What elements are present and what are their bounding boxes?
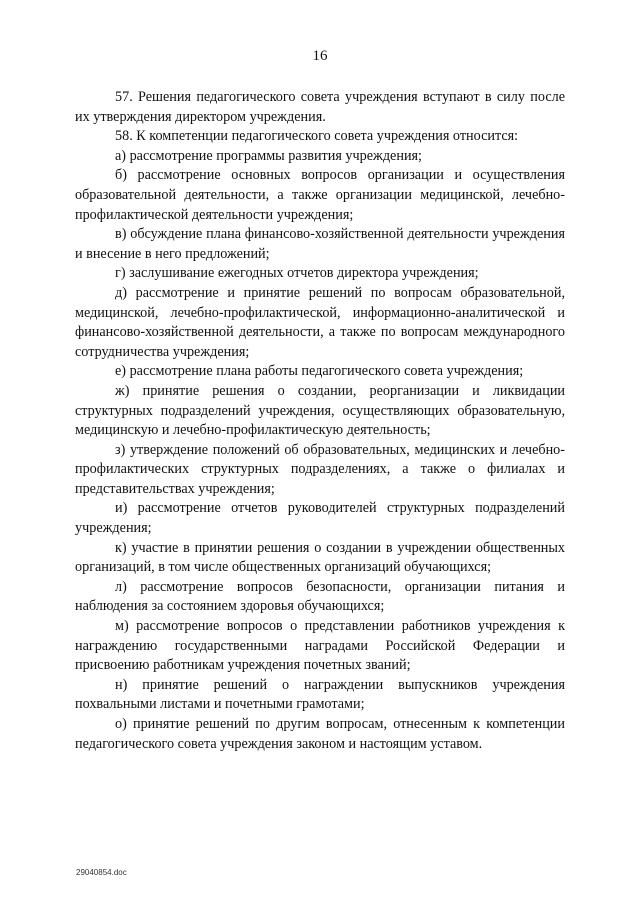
list-item-z: з) утверждение положений об образовательных, медицинских и лечебно-профилактических структурных подразделениях, а также о филиалах и представительствах учреждения; xyxy=(75,441,565,497)
list-item-k: к) участие в принятии решения о создании в учреждении общественных организаций, в том числе общественных организаций обучающихся; xyxy=(75,539,565,576)
list-item-m: м) рассмотрение вопросов о представлении работников учреждения к награждению государственными наградами Российской Федерации и присвоению работникам учреждения почетных званий; xyxy=(75,618,565,674)
paragraph-57: 57. Решения педагогического совета учреждения вступают в силу после их утверждения директором учреждения. xyxy=(75,89,565,125)
list-item-v: в) обсуждение плана финансово-хозяйственной деятельности учреждения и внесение в него предложений; xyxy=(75,226,565,262)
list-item-b: б) рассмотрение основных вопросов организации и осуществления образовательной деятельности, а также организации медицинской, лечебно-профилактической деятельности учреждения; xyxy=(75,167,565,223)
list-item-i: и) рассмотрение отчетов руководителей структурных подразделений учреждения; xyxy=(75,500,565,537)
page-number: 16 xyxy=(312,48,328,64)
list-item-g: г) заслушивание ежегодных отчетов директора учреждения; xyxy=(115,265,479,282)
paragraph-58: 58. К компетенции педагогического совета учреждения относится: xyxy=(115,128,519,145)
list-item-o: о) принятие решений по другим вопросам, отнесенным к компетенции педагогического совета учреждения законом и настоящим уставом. xyxy=(75,716,565,752)
list-item-a: а) рассмотрение программы развития учреждения; xyxy=(115,147,422,164)
list-item-d: д) рассмотрение и принятие решений по вопросам образовательной, медицинской, лечебно-профилактической, информационно-аналитической и финансово-хозяйственной деятельности, а также по вопросам международного сотрудничества учреждения; xyxy=(75,284,565,360)
list-item-zh: ж) принятие решения о создании, реорганизации и ликвидации структурных подразделений учреждения, осуществляющих образовательную, медицинскую и лечебно-профилактическую деятельность; xyxy=(75,382,565,439)
document-file-code: 29040854.doc xyxy=(76,868,127,877)
list-item-e: е) рассмотрение плана работы педагогического совета учреждения; xyxy=(115,363,524,380)
document-body xyxy=(75,88,565,754)
list-item-l: л) рассмотрение вопросов безопасности, организации питания и наблюдения за состоянием здоровья обучающихся; xyxy=(75,578,565,615)
list-item-n: н) принятие решений о награждении выпускников учреждения похвальными листами и почетными грамотами; xyxy=(75,676,565,713)
